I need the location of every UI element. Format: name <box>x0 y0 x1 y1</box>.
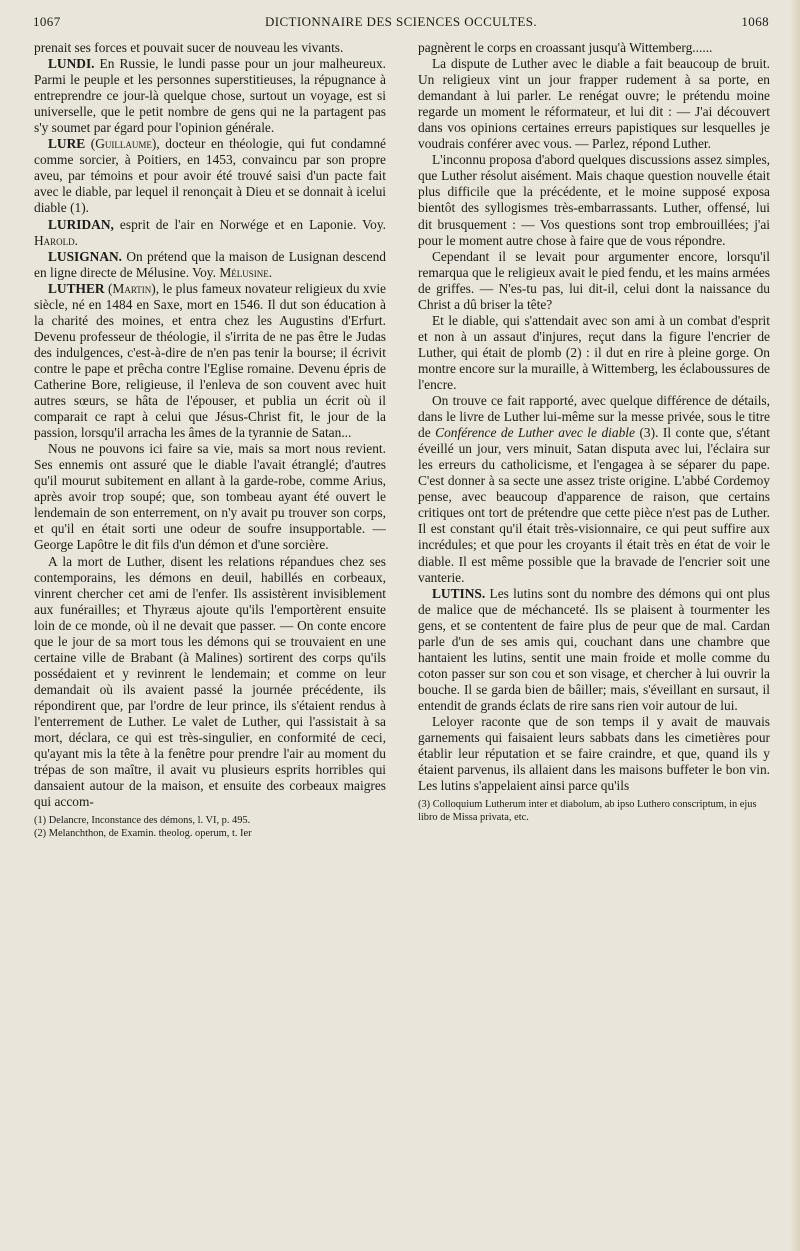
paragraph-inconnu: L'inconnu proposa d'abord quelques discussions assez simples, que Luther résolut aisément. Mais chaque question nouvelle était plus difficile que la précédente, et le moine supposé exposa bientôt des syllogismes très-embarrassants. Luther, offensé, lui dit brusquement : — Vos questions sont trop embrouillées; j'ai pour le moment autre chose à faire que de vous répondre. <box>418 152 770 248</box>
entry-luridan <box>34 217 386 249</box>
entry-text: Les lutins sont du nombre des démons qui ont plus de malice que de méchanceté. Ils se plaisent à tourmenter les gens, et se contentent de faire plus de peur que de mal. Cardan parle d'un de ses amis qui, couchant dans une chambre que hantaient les lutins, sentit une main froide et molle comme du coton passer sur son cou et son visage, et chercher à lui ouvrir la bouche. Il se garda bien de bâiller; mais, s'éveillant en sursaut, il entendit de grands éclats de rire sans rien voir autour de lui. <box>418 585 770 713</box>
headword-lutins: LUTINS. <box>432 585 486 601</box>
entry-text: On prétend que la maison de Lusignan descend en ligne directe de Mélusine. Voy. <box>34 248 386 280</box>
entry-lusignan <box>34 249 386 281</box>
paragraph-trouve <box>418 393 770 586</box>
paragraph-dispute: La dispute de Luther avec le diable a fait beaucoup de bruit. Un religieux vint un jour frapper rudement à sa porte, en demandant à lui parler. Le renégat ouvre; le prétendu moine regarde un moment le réformateur, et lui dit : — J'ai découvert dans vos opinions certaines erreurs papistiques sur lesquelles je voudrais conférer avec vous. — Parlez, répond Luther. <box>418 56 770 152</box>
paragraph-diable: Et le diable, qui s'attendait avec son ami à un combat d'esprit et non à un assaut d'injures, reçut dans la figure l'encrier de Luther, qui était de plomb (2) : il dut en rire à pleine gorge. On montre encore sur la muraille, à Wittemberg, les éclaboussures de l'encre. <box>418 312 770 392</box>
entry-luther <box>34 281 386 441</box>
footnote-3: (3) Colloquium Lutherum inter et diabolum, ab ipso Luthero conscriptum, in ejus libro de Missa privata, etc. <box>418 799 757 823</box>
entry-lure <box>34 136 386 216</box>
paragraph-nous: Nous ne pouvons ici faire sa vie, mais sa mort nous revient. Ses ennemis ont assuré que le diable l'avait étranglé; d'autres qu'il mourut subitement en allant à la garde-robe, comme Arius, après avoir trop soupé; que, son tombeau ayant été ouvert le lendemain de son enterrement, on n'y avait pu trouver son corps, et qu'il en était sorti une odeur de soufre insupportable. — George Lapôtre le dit fils d'un démon et d'une sorcière. <box>34 441 386 553</box>
right-column <box>418 40 770 1240</box>
running-title: DICTIONNAIRE DES SCIENCES OCCULTES. <box>264 14 538 29</box>
page-edge-shadow <box>790 0 800 1251</box>
headword-lure: LURE <box>48 136 86 152</box>
page-number-right: 1068 <box>741 14 769 29</box>
entry-lundi <box>34 56 386 136</box>
headword-lusignan: LUSIGNAN. <box>48 248 123 264</box>
book-title: Conférence de Luther avec le diable <box>435 425 635 441</box>
page-number-left: 1067 <box>33 14 61 29</box>
paragraph-leloyer: Leloyer raconte que de son temps il y avait de mauvais garnements qui faisaient leurs sabbats dans les cimetières pour établir leur réputation et se faire craindre, et que, quand ils y étaient parvenus, ils allaient dans les maisons buffeter le bon vin. Les lutins s'appelaient ainsi parce qu'ils <box>418 713 770 794</box>
paragraph-mort: A la mort de Luther, disent les relations répandues chez ses contemporains, les démons en deuil, habillés en corbeaux, vinrent chercher cet ami de l'enfer. Ils assistèrent invisiblement aux funérailles; et Thyræus ajoute qu'ils l'emportèrent ensuite loin de ce monde, où il ne devait que passer. — On conte encore que le jour de sa mort tous les démons qui se trouvaient en une certaine ville de Brabant (à Malines) sortirent des corps qu'ils possédaient et y revinrent le lendemain; et comme on leur demandait où ils avaient passé la journée précédente, ils répondirent que, par l'ordre de leur prince, ils s'étaient rendus à l'enterrement de Luther. Le valet de Luther, qui l'assistait à sa mort, déclara, ce qui est très-singulier, en conformité de ceci, qu'ayant mis la tête à la fenêtre pour prendre l'air au moment du trépas de son maître, il avait vu plusieurs esprits horribles qui dansaient autour de la maison, et ensuite des corbeaux maigres qui accom- <box>34 553 386 810</box>
entry-text: docteur en théologie, qui fut condamné comme sorcier, à Poitiers, en 1453, convaincu par son propre aveu, par témoins et pour avoir été trouvé saisi d'un pacte fait avec le diable, par lequel il renonçait à Dieu et se donnait à icelui diable (1). <box>34 136 386 216</box>
headword-lundi: LUNDI. <box>48 56 95 72</box>
running-head <box>33 14 769 32</box>
continued-paragraph: prenait ses forces et pouvait sucer de nouveau les vivants. <box>34 40 344 55</box>
text-run: On trouve ce fait rapporté, avec quelque différence de détails, dans le livre de Luther lui-même sur la messe privée, sous le titre de <box>418 393 770 441</box>
continued-paragraph: pagnèrent le corps en croassant jusqu'à Wittemberg...... <box>418 40 713 55</box>
entry-text: le plus fameux novateur religieux du xvie siècle, né en 1484 en Saxe, mort en 1546. Il dut son éducation à la charité des moines, et entra chez les Augustins d'Erfurt. Devenu professeur de théologie, il s'irrita de ne pas être le Judas des indulgences, c'est-à-dire de n'en pas tenir la bourse; il écrivit contre le pape et prêcha contre l'Eglise romaine. Devenu épris de Catherine Bore, religieuse, il l'enleva de son couvent avec huit autres sœurs, se hâta de l'épouser, et publia un écrit où il comparait ce rapt à celui que Jésus-Christ fit, le jour de la passion, lorsqu'il arracha les âmes de la tyrannie de Satan... <box>34 280 386 441</box>
cross-reference: Mélusine. <box>219 264 273 280</box>
footnote-2: (2) Melanchthon, de Examin. theolog. operum, t. Ier <box>34 827 252 839</box>
cross-reference: Harold. <box>34 232 79 248</box>
footnote-separator <box>34 810 386 811</box>
headword-luridan: LURIDAN, <box>48 216 114 232</box>
headword-luther: LUTHER <box>48 280 105 296</box>
entry-text: esprit de l'air en Norwége et en Laponie. Voy. <box>113 216 386 232</box>
footnote-separator <box>418 794 770 795</box>
footnotes-left <box>34 815 386 840</box>
text-run: (3). Il conte que, s'étant éveillé un jour, vers minuit, Satan disputa avec lui, l'éclaira sur les erreurs du catholicisme, et l'engagea à se séparer du pape. C'est donner à sa secte une assez triste origine. L'abbé Cordemoy pense, avec beaucoup d'apparence de raison, que certains critiques ont tort de prétendre que cette pièce n'est pas de Luther. Il est constant qu'il était très-visionnaire, ce qui peut suffire aux incrédules; et que pour les croyants il était très en état de voir le diable. Il est même possible que la bravade de l'encrier soit une vanterie. <box>418 425 770 585</box>
entry-text: En Russie, le lundi passe pour un jour malheureux. Parmi le peuple et les personnes superstitieuses, la répugnance à entreprendre ce jour-là quelque chose, surtout un voyage, est si universelle, que le petit nombre de gens qui ne la partagent pas s'y soumet par égard pour l'opinion générale. <box>34 56 386 136</box>
entry-forename: (Guillaume), <box>85 136 160 152</box>
entry-forename: (Martin), <box>104 280 160 296</box>
footnotes-right <box>418 799 770 824</box>
footnote-1: (1) Delancre, Inconstance des démons, l. VI, p. 495. <box>34 815 251 827</box>
entry-lutins <box>418 586 770 714</box>
left-column <box>34 40 386 1240</box>
paragraph-cependant: Cependant il se levait pour argumenter encore, lorsqu'il remarqua que le religieux avait le pied fendu, et les mains armées de griffes. — N'es-tu pas, lui dit-il, celui dont la naissance du Christ a dû briser la tête? <box>418 248 770 312</box>
